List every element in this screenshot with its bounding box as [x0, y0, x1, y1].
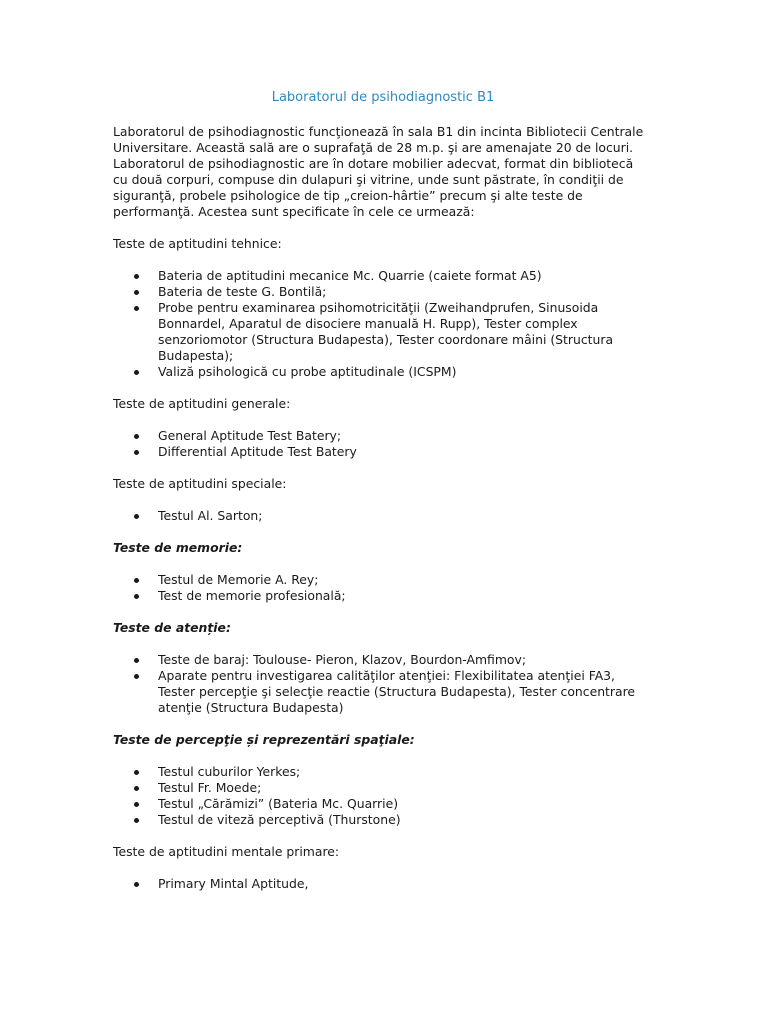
section-label-atentie: Teste de atenție: [113, 620, 231, 635]
list-item: Test de memorie profesională; [113, 588, 653, 604]
list-generale [113, 428, 653, 460]
list-item: General Aptitude Test Batery; [113, 428, 653, 444]
section-label-tehnice: Teste de aptitudini tehnice: [113, 236, 282, 251]
list-item: Probe pentru examinarea psihomotricităţii (Zweihandprufen, Sinusoida Bonnardel, Aparatul de disociere manuală H. Rupp), Tester complex senzoriomotor (Structura Budapesta), Tester coordonare mâini (Structura Budapesta); [113, 300, 653, 364]
list-perceptie [113, 764, 653, 828]
list-item: Primary Mintal Aptitude, [113, 876, 653, 892]
list-item: Bateria de teste G. Bontilă; [113, 284, 653, 300]
section-label-memorie: Teste de memorie: [113, 540, 243, 555]
list-item: Differential Aptitude Test Batery [113, 444, 653, 460]
list-atentie [113, 652, 653, 716]
section-label-speciale: Teste de aptitudini speciale: [113, 476, 287, 491]
list-mentale [113, 876, 653, 892]
list-item: Aparate pentru investigarea calităţilor atenţiei: Flexibilitatea atenţiei FA3, Tester percepţie şi selecţie reactie (Structura Budapesta), Tester concentrare atenţie (Structura Budapesta) [113, 668, 653, 716]
list-item: Testul Fr. Moede; [113, 780, 653, 796]
list-item: Testul de Memorie A. Rey; [113, 572, 653, 588]
section-label-generale: Teste de aptitudini generale: [113, 396, 291, 411]
list-item: Testul Al. Sarton; [113, 508, 653, 524]
list-item: Testul cuburilor Yerkes; [113, 764, 653, 780]
list-item: Testul „Cărămizi” (Bateria Mc. Quarrie) [113, 796, 653, 812]
list-item: Testul de viteză perceptivă (Thurstone) [113, 812, 653, 828]
list-memorie [113, 572, 653, 604]
section-label-perceptie: Teste de percepţie și reprezentări spaţiale: [113, 732, 415, 747]
document-page [113, 90, 653, 892]
list-item: Teste de baraj: Toulouse- Pieron, Klazov, Bourdon-Amfimov; [113, 652, 653, 668]
list-item: Valiză psihologică cu probe aptitudinale (ICSPM) [113, 364, 653, 380]
list-tehnice [113, 268, 653, 380]
intro-paragraph: Laboratorul de psihodiagnostic funcţionează în sala B1 din incinta Bibliotecii Centrale Universitare. Această sală are o suprafaţă de 28 m.p. şi are amenajate 20 de locuri. Laboratorul de psihodiagnostic are în dotare mobilier adecvat, format din bibliotecă cu două corpuri, compuse din dulapuri şi vitrine, unde sunt păstrate, în condiţii de siguranţă, probele psihologice de tip „creion-hârtie” precum şi alte teste de performanţă. Acestea sunt specificate în cele ce urmează: [113, 124, 644, 219]
list-item: Bateria de aptitudini mecanice Mc. Quarrie (caiete format A5) [113, 268, 653, 284]
section-label-mentale: Teste de aptitudini mentale primare: [113, 844, 340, 859]
document-title: Laboratorul de psihodiagnostic B1 [271, 90, 495, 105]
list-speciale [113, 508, 653, 524]
